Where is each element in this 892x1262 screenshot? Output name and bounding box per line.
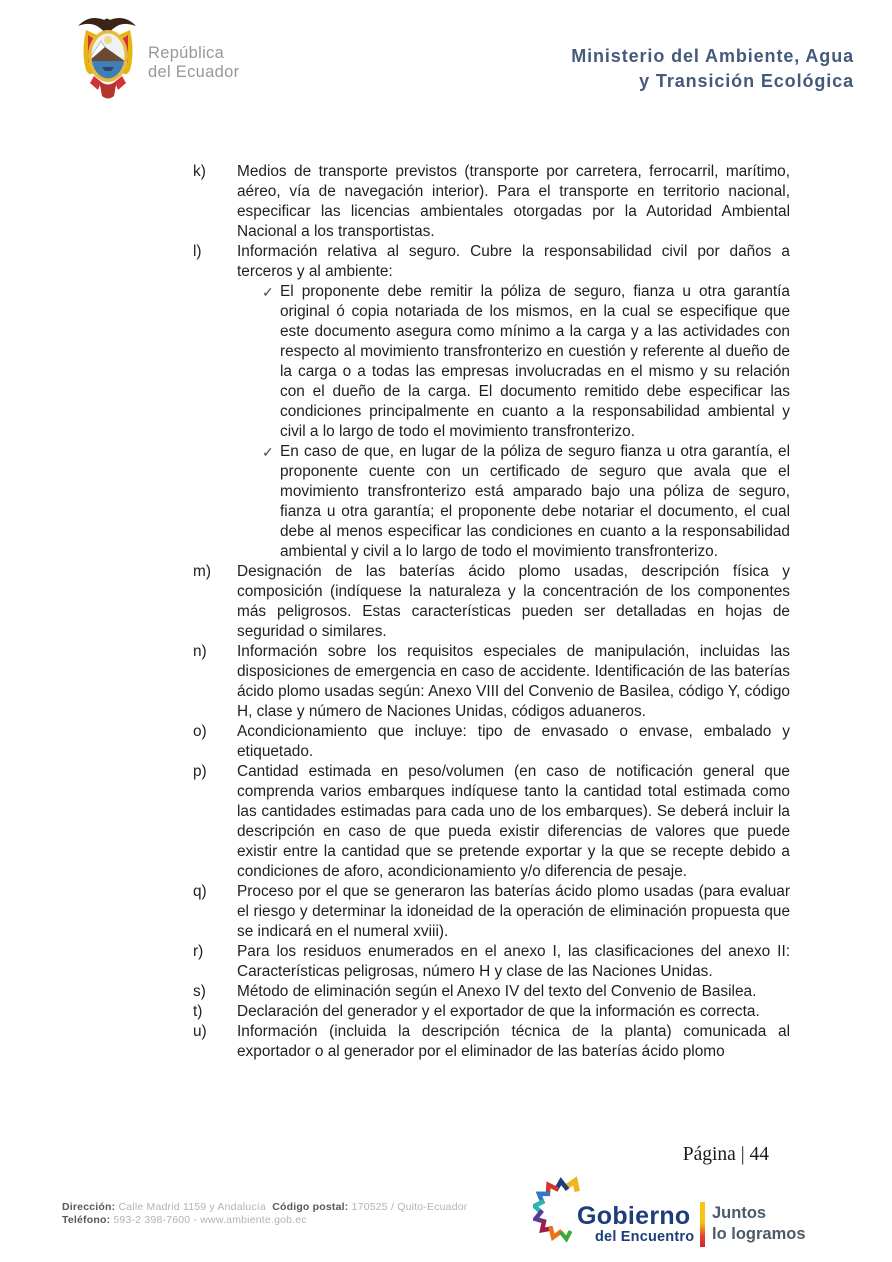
tagline-line1: Juntos — [712, 1204, 767, 1222]
ministry-title-line2: y Transición Ecológica — [639, 71, 854, 91]
check-icon: ✓ — [262, 444, 274, 460]
list-text: Medios de transporte previstos (transporte por carretera, ferrocarril, marítimo, aéreo, vía de navegación interior). Para el transporte en territorio nacional, especificar las licencias ambientales otorgadas por la Autoridad Ambiental Nacional a los transportistas. — [237, 163, 790, 240]
list-text: Información relativa al seguro. Cubre la responsabilidad civil por daños a terceros y al ambiente: — [237, 243, 790, 280]
republic-line2: del Ecuador — [148, 63, 240, 81]
check-item — [262, 282, 790, 442]
list-item-q — [193, 882, 790, 942]
list-letter: r) — [193, 943, 204, 960]
list-letter: k) — [193, 163, 206, 180]
gobierno-title: Gobierno — [577, 1202, 691, 1230]
codigo-postal-value: 170525 / Quito-Ecuador — [351, 1201, 468, 1213]
list-item-l — [193, 242, 790, 282]
logo-divider-bar — [700, 1202, 705, 1247]
list-letter: p) — [193, 763, 207, 780]
ecuador-coat-of-arms-icon — [74, 10, 142, 111]
republic-line1: República — [148, 44, 225, 62]
document-body — [193, 162, 790, 1062]
tagline-line2: lo logramos — [712, 1225, 806, 1243]
list-letter: n) — [193, 643, 207, 660]
list-letter: t) — [193, 1003, 203, 1020]
list-letter: s) — [193, 983, 206, 1000]
list-text: Información (incluida la descripción técnica de la planta) comunicada al exportador o al generador por el eliminador de las baterías ácido plomo — [237, 1023, 790, 1060]
footer-address-line1 — [62, 1201, 468, 1214]
footer-address-line2 — [62, 1214, 468, 1227]
list-item-o — [193, 722, 790, 762]
list-letter: o) — [193, 723, 207, 740]
telefono-label: Teléfono: — [62, 1213, 111, 1226]
gobierno-del-encuentro-logo — [533, 1174, 823, 1258]
list-letter: l) — [193, 243, 202, 260]
direccion-value: Calle Madrid 1159 y Andalucía — [118, 1201, 266, 1213]
gobierno-tagline — [712, 1203, 806, 1245]
list-text: Proceso por el que se generaron las baterías ácido plomo usadas (para evaluar el riesgo y determinar la idoneidad de la operación de eliminación propuesta que se indicará en el numeral xviii). — [237, 883, 790, 940]
page-number: Página | 44 — [682, 1144, 769, 1165]
check-item — [262, 442, 790, 562]
list-item-t — [193, 1002, 790, 1022]
list-text: Declaración del generador y el exportador de que la información es correcta. — [237, 1003, 760, 1020]
republic-label — [148, 44, 239, 82]
check-icon: ✓ — [262, 284, 274, 300]
list-item-n — [193, 642, 790, 722]
telefono-value: 593-2 398-7600 - www.ambiente.gob.ec — [113, 1213, 307, 1226]
list-item-r — [193, 942, 790, 982]
direccion-label: Dirección: — [62, 1201, 116, 1213]
list-text: Cantidad estimada en peso/volumen (en caso de notificación general que comprenda varios embarques indíquese tanto la cantidad total estimada como las cantidades estimadas para cada uno de los embarques). Se deberá incluir la descripción en caso de que pueda existir diferencias de valores que puede existir entre la cantidad que se pretende exportar y la que se recepte debido a condiciones de aforo, acondicionamiento y/o diferencia de pesaje. — [237, 763, 790, 880]
check-item-text: En caso de que, en lugar de la póliza de seguro fianza u otra garantía, el proponente cuente con un certificado de seguro que avala que el movimiento transfronterizo está amparado bajo una póliza de seguro, fianza u otra garantía; el proponente debe notariar el documento, el cual debe al menos especificar las condiciones en cuanto a la responsabilidad ambiental y civil a lo largo de todo el movimiento transfronterizo. — [280, 443, 790, 560]
list-item-l-sublist — [193, 282, 790, 562]
list-text: Para los residuos enumerados en el anexo I, las clasificaciones del anexo II: Características peligrosas, número H y clase de las Naciones Unidas. — [237, 943, 790, 980]
list-item-m — [193, 562, 790, 642]
list-letter: m) — [193, 563, 211, 580]
ministry-title-line1: Ministerio del Ambiente, Agua — [571, 46, 854, 66]
list-text: Método de eliminación según el Anexo IV del texto del Convenio de Basilea. — [237, 983, 757, 1000]
check-item-text: El proponente debe remitir la póliza de seguro, fianza u otra garantía original ó copia notariada de los mismos, en la cual se especifique que este documento asegura como mínimo a la carga y a las actividades con respecto al movimiento transfronterizo en cuestión y referente al dueño de la carga o a todas las empresas involucradas en el mismo y su relación con el dueño de la carga. El documento remitido debe especificar las condiciones principalmente en cuanto a la responsabilidad ambiental y civil a lo largo de todo el movimiento transfronterizo. — [280, 283, 790, 440]
list-letter: q) — [193, 883, 207, 900]
list-item-u — [193, 1022, 790, 1062]
gobierno-subtitle: del Encuentro — [595, 1229, 695, 1245]
footer-address — [62, 1201, 468, 1226]
list-letter: u) — [193, 1023, 207, 1040]
ministry-title — [571, 44, 854, 94]
list-text: Información sobre los requisitos especiales de manipulación, incluidas las disposiciones de emergencia en caso de accidente. Identificación de las baterías ácido plomo usadas según: Anexo VIII del Convenio de Basilea, código Y, código H, clase y número de Naciones Unidas, códigos aduaneros. — [237, 643, 790, 720]
list-item-s — [193, 982, 790, 1002]
list-item-p — [193, 762, 790, 882]
list-text: Acondicionamiento que incluye: tipo de envasado o envase, embalado y etiquetado. — [237, 723, 790, 760]
list-item-k — [193, 162, 790, 242]
codigo-postal-label: Código postal: — [272, 1201, 349, 1213]
list-text: Designación de las baterías ácido plomo usadas, descripción física y composición (indíquese la naturaleza y la concentración de los componentes más peligrosos. Estas características pueden ser detalladas en hojas de seguridad o similares. — [237, 563, 790, 640]
